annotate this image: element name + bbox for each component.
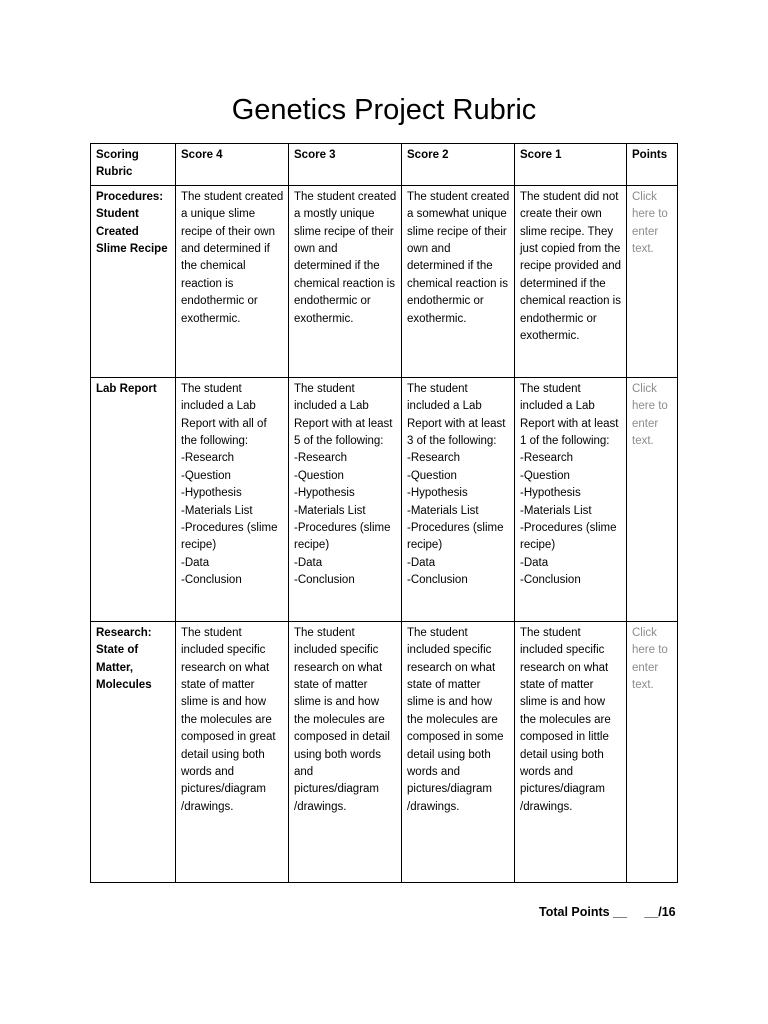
score-3-cell: The student included a Lab Report with at least 5 of the following: -Research -Question -Hypothesis -Materials List -Procedures (slime recipe) -Data -Conclusion bbox=[289, 377, 402, 621]
score-4-cell: The student created a unique slime recipe of their own and determined if the chemical reaction is endothermic or exothermic. bbox=[176, 185, 289, 377]
rubric-table bbox=[90, 143, 678, 883]
points-placeholder[interactable]: Click here to enter text. bbox=[632, 190, 668, 256]
points-placeholder[interactable]: Click here to enter text. bbox=[632, 382, 668, 448]
header-score-2: Score 2 bbox=[402, 144, 515, 186]
score-1-cell: The student did not create their own slime recipe. They just copied from the recipe provided and determined if the chemical reaction is endothermic or exothermic. bbox=[515, 185, 627, 377]
criterion-cell: Research: State of Matter, Molecules bbox=[91, 621, 176, 882]
header-score-4: Score 4 bbox=[176, 144, 289, 186]
header-scoring-rubric: Scoring Rubric bbox=[91, 144, 176, 186]
score-2-cell: The student included a Lab Report with at least 3 of the following: -Research -Question -Hypothesis -Materials List -Procedures (slime recipe) -Data -Conclusion bbox=[402, 377, 515, 621]
table-row bbox=[91, 377, 678, 621]
points-cell[interactable] bbox=[627, 377, 678, 621]
points-cell[interactable] bbox=[627, 621, 678, 882]
score-2-cell: The student included specific research on what state of matter slime is and how the molecules are composed in some detail using both words and pictures/diagram /drawings. bbox=[402, 621, 515, 882]
table-row bbox=[91, 621, 678, 882]
score-3-cell: The student included specific research on what state of matter slime is and how the molecules are composed in detail using both words and pictures/diagram /drawings. bbox=[289, 621, 402, 882]
criterion-cell: Procedures: Student Created Slime Recipe bbox=[91, 185, 176, 377]
points-cell[interactable] bbox=[627, 185, 678, 377]
table-row bbox=[91, 185, 678, 377]
header-row bbox=[91, 144, 678, 186]
document-title: Genetics Project Rubric bbox=[231, 94, 537, 126]
criterion-cell: Lab Report bbox=[91, 377, 176, 621]
total-points: Total Points __ __/16 bbox=[539, 905, 676, 919]
score-4-cell: The student included a Lab Report with all of the following: -Research -Question -Hypothesis -Materials List -Procedures (slime recipe) -Data -Conclusion bbox=[176, 377, 289, 621]
score-4-cell: The student included specific research on what state of matter slime is and how the molecules are composed in great detail using both words and pictures/diagram /drawings. bbox=[176, 621, 289, 882]
score-3-cell: The student created a mostly unique slime recipe of their own and determined if the chemical reaction is endothermic or exothermic. bbox=[289, 185, 402, 377]
score-2-cell: The student created a somewhat unique slime recipe of their own and determined if the chemical reaction is endothermic or exothermic. bbox=[402, 185, 515, 377]
score-1-cell: The student included a Lab Report with at least 1 of the following: -Research -Question -Hypothesis -Materials List -Procedures (slime recipe) -Data -Conclusion bbox=[515, 377, 627, 621]
header-score-1: Score 1 bbox=[515, 144, 627, 186]
points-placeholder[interactable]: Click here to enter text. bbox=[632, 626, 668, 692]
header-score-3: Score 3 bbox=[289, 144, 402, 186]
header-points: Points bbox=[627, 144, 678, 186]
score-1-cell: The student included specific research on what state of matter slime is and how the molecules are composed in little detail using both words and pictures/diagram /drawings. bbox=[515, 621, 627, 882]
